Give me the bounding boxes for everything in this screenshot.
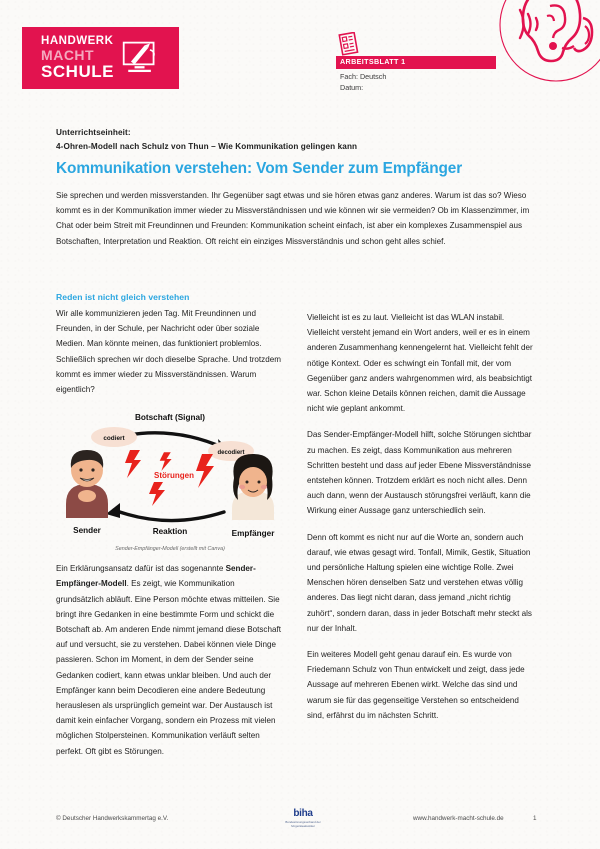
sender-receiver-diagram	[56, 408, 284, 552]
brand-logo-line3: SCHULE	[41, 61, 114, 81]
brand-logo-line1: HANDWERK	[41, 35, 114, 48]
svg-text:decodiert: decodiert	[217, 450, 245, 457]
unit-label: Unterrichtseinheit:	[56, 128, 131, 137]
worksheet-subject: Fach: Deutsch	[340, 72, 387, 81]
diagram-caption: Sender-Empfänger-Modell (erstellt mit Canva)	[115, 546, 225, 553]
page-title: Kommunikation verstehen: Vom Sender zum Empfänger	[56, 160, 463, 177]
right-paragraph-3: Denn oft kommt es nicht nur auf die Worte an, sondern auch darauf, wie etwas gesagt wird. Tonfall, Mimik, Gestik, Situation und persönliche Haltung spielen eine wichtige Rolle. Zwei Menschen hören denselben Satz und verstehen etwas völlig anderes. Das liegt nicht daran, dass jemand „nicht richtig zuhört“, sondern daran, dass in jeder Botschaft mehr steckt als nur der Inhalt.	[307, 532, 532, 633]
worksheet-date: Datum:	[340, 83, 364, 93]
left-paragraph-2	[56, 561, 284, 759]
left-paragraph-2-lead: Ein Erklärungsansatz dafür ist das sogenannte	[56, 564, 226, 574]
worksheet-badge-label: ARBEITSBLATT 1	[340, 57, 406, 66]
ear-hearing-icon	[490, 0, 600, 102]
left-paragraph-2-rest: . Es zeigt, wie Kommunikation grundsätzlich abläuft. Eine Person möchte etwas mitteilen. Sie bringt ihre Gedanken in eine bestimmte Form und schickt die Botschaft ab. Am anderen Ende nimmt jemand diese Botschaft auf und versucht, sie zu verstehen. Dabei können viele Dinge passieren. Schon im Moment, in dem der Sender seine Gedanken codiert, kann etwas unklar bleiben. Und auch der Empfänger kann beim Decodieren eine andere Bedeutung herauslesen als ursprünglich gemeint war. Der Austausch ist damit kein einfacher Vorgang, sondern ein Prozess mit vielen möglichen Stolpersteinen. Kommunikation verläuft selten perfekt. Oft gibt es Störungen.	[56, 579, 281, 756]
svg-text:Botschaft (Signal): Botschaft (Signal)	[134, 413, 206, 423]
footer-url[interactable]: www.handwerk-macht-schule.de	[413, 815, 504, 822]
left-paragraph-2-bold: Sender-Empfänger-Modell	[56, 564, 256, 589]
unit-title: 4-Ohren-Modell nach Schulz von Thun – Wie Kommunikation gelingen kann	[56, 141, 358, 151]
footer-copyright: © Deutscher Handwerkskammertag e.V.	[56, 815, 169, 822]
diagram-svg	[56, 408, 284, 540]
left-column	[56, 292, 284, 770]
footer-page-number: 1	[533, 815, 537, 822]
left-paragraph-1: Wir alle kommunizieren jeden Tag. Mit Freundinnen und Freunden, in der Schule, per Nachricht oder über soziale Medien. Man könnte meinen, das funktioniert problemlos. Schließlich sprechen wir doch dieselbe Sprache. Und trotzdem kommt es immer wieder zu Missverständnissen. Warum eigentlich?	[56, 309, 281, 395]
brand-logo	[22, 27, 179, 89]
svg-text:Sender: Sender	[73, 526, 101, 536]
biha-logo-subtitle: Bundesinnungsverband der hörgeräteakustiker	[285, 820, 321, 829]
svg-text:Reaktion: Reaktion	[152, 527, 188, 537]
drawing-board-icon	[120, 39, 160, 77]
svg-text:Empfänger: Empfänger	[231, 529, 275, 539]
unit-block	[56, 126, 357, 153]
right-paragraph-1: Vielleicht ist es zu laut. Vielleicht ist das WLAN instabil. Vielleicht versteht jemand ein Wort anders, weil er es in einem anderen Zusammenhang kennengelernt hat. Vielleicht fehlt der nötige Kontext. Oder es schwingt ein Tonfall mit, der vom Gegenüber ganz anders wahrgenommen wird, als beabsichtigt war. Schon kleine Details können reichen, damit die Aussage nicht wie geplant ankommt.	[307, 313, 533, 414]
right-paragraph-4: Ein weiteres Modell geht genau darauf ein. Es wurde von Friedemann Schulz von Thun entwickelt und zeigt, dass jede Aussage auf mehreren Ebenen wirkt. Welche das sind und warum sie für das gegenseitige Verstehen so entscheidend sind, erfährst du im nächsten Schritt.	[307, 650, 525, 720]
biha-logo	[282, 808, 324, 829]
brand-logo-line2: MACHT	[41, 46, 95, 63]
person-male-avatar	[66, 450, 108, 518]
right-column	[307, 310, 535, 734]
right-paragraph-2: Das Sender-Empfänger-Modell hilft, solche Störungen sichtbar zu machen. Es zeigt, dass Kommunikation aus mehreren Schritten besteht und dass auf jeder Ebene Missverständnisse entstehen können. Trotzdem erklärt es noch nicht alles. Denn auch dann, wenn der Austausch störungsfrei verläuft, kann die Wirkung einer Aussage ganz unterschiedlich sein.	[307, 430, 532, 516]
intro-paragraph: Sie sprechen und werden missverstanden. Ihr Gegenüber sagt etwas und sie hören etwas ganz anderes. Warum ist das so? Wieso kommt es in der Kommunikation immer wieder zu Missverständnissen und wie können wir sie vermeiden? Ob im Klassenzimmer, im Chat oder beim Streit mit Freundinnen und Freunden: Kommunikation scheint einfach, ist aber ein komplexes Zusammenspiel aus Botschaften, Interpretation und Reaktion. Oft reicht ein einziges Missverständnis und schon geht alles schief.	[56, 191, 530, 246]
svg-text:Störungen: Störungen	[154, 471, 194, 481]
worksheet-meta	[340, 71, 386, 93]
document-icon	[338, 32, 360, 56]
svg-text:codiert: codiert	[103, 435, 125, 443]
biha-logo-text: biha	[293, 808, 313, 819]
person-female-avatar	[232, 454, 274, 520]
brand-logo-wordmark	[41, 36, 114, 80]
footer-divider	[0, 806, 600, 807]
section-heading: Reden ist nicht gleich verstehen	[56, 292, 190, 302]
